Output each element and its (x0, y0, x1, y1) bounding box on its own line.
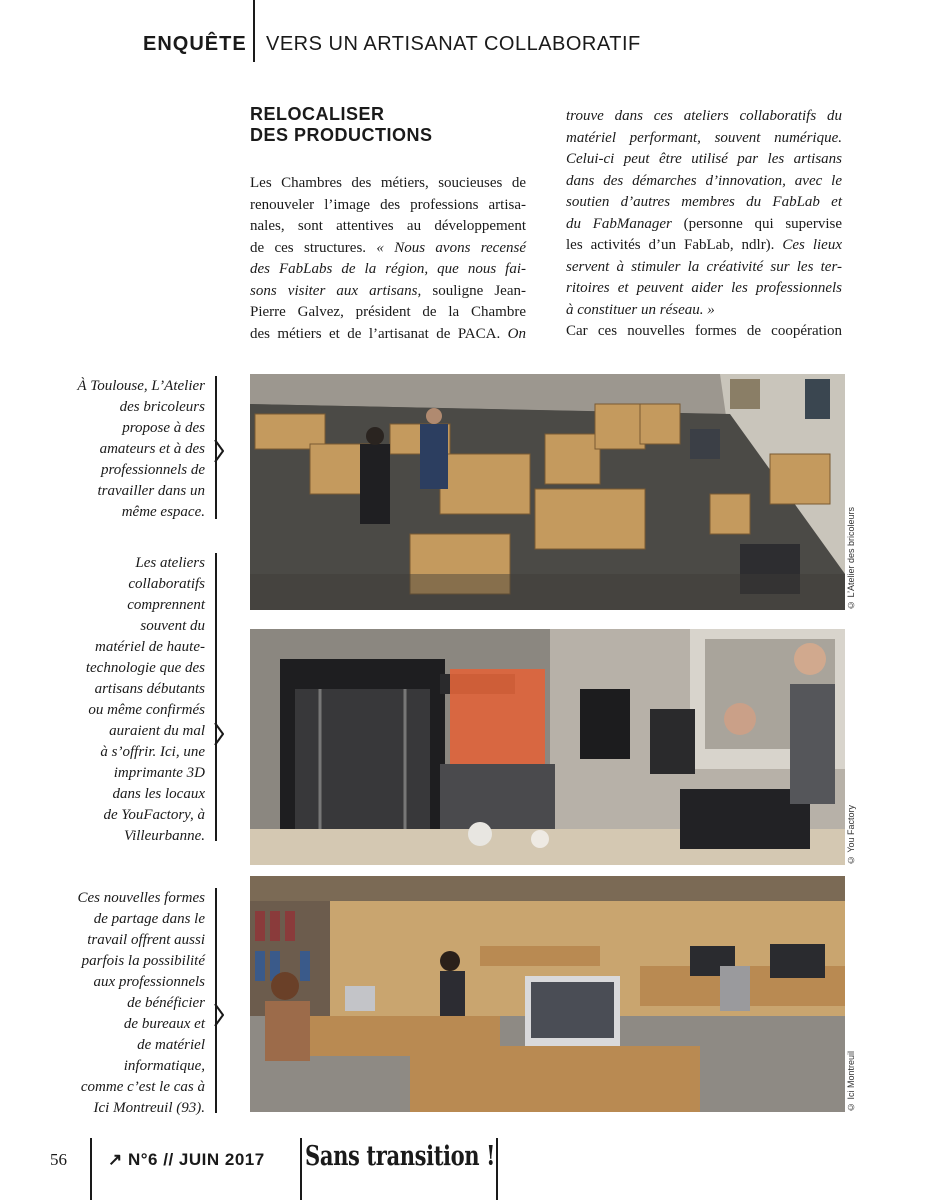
arrow-up-right-icon: ↗ (108, 1150, 123, 1169)
text-line (250, 324, 526, 346)
issue-label: N°6 // JUIN 2017 (127, 1150, 265, 1169)
caption-line: des bricoleurs (119, 399, 205, 415)
photo-caption-toulouse (55, 376, 205, 523)
chevron-right-icon (214, 1003, 224, 1027)
photo-credit: © L’Atelier des bricoleurs (846, 506, 856, 610)
text-line (566, 214, 842, 236)
caption-rule (215, 888, 217, 1113)
caption-line: travailler dans un (97, 483, 205, 499)
quote-run: sons visiter aux artisans, (250, 282, 422, 299)
photo-caption-ici-montreuil (55, 888, 205, 1119)
quote-run: On (507, 325, 526, 342)
caption-line: dans les locaux (112, 786, 205, 802)
chevron-right-icon (214, 439, 224, 463)
footer-divider (90, 1138, 92, 1200)
caption-line: Ces nouvelles formes (77, 890, 205, 906)
quote-run: Ces lieux (782, 237, 842, 253)
text-run: les activités d’un FabLab, ndlr). (566, 237, 783, 253)
caption-rule (215, 553, 217, 841)
workshop-photo (250, 374, 845, 610)
caption-line: souvent du (140, 618, 205, 634)
quote-line: servent à stimuler la créativité sur les ter- (566, 258, 842, 275)
caption-line: informatique, (123, 1058, 205, 1074)
caption-line: de partage dans le (93, 911, 205, 927)
text-run: (personne qui supervise (671, 215, 842, 232)
section-label: ENQUÊTE (143, 33, 247, 55)
text-line: renouveler l’image des professions artisa- (250, 196, 526, 213)
photo-atelier-des-bricoleurs (250, 374, 845, 610)
caption-line: Les ateliers (135, 555, 205, 571)
photo-caption-youfactory (55, 553, 205, 847)
photo-credit: © You Factory (846, 804, 856, 865)
coworking-photo (250, 876, 845, 1112)
quote-line: des FabLabs de la région, que nous fai- (250, 261, 526, 277)
quote-line: soutien d’autres membres du FabLab et (566, 194, 842, 210)
text-run: souligne Jean- (421, 282, 526, 299)
caption-line: professionnels de (100, 462, 205, 478)
header-divider (253, 0, 255, 62)
quote-line: dans des démarches d’innovation, avec le (566, 172, 842, 189)
photo-youfactory (250, 629, 845, 865)
quote-line: ritoires et peuvent aider les professionnels (566, 280, 842, 296)
quote-line: trouve dans ces ateliers collaboratifs du (566, 108, 842, 124)
heading-line: DES PRODUCTIONS (250, 125, 433, 145)
photo-ici-montreuil (250, 876, 845, 1112)
caption-line: À Toulouse, L’Atelier (77, 378, 205, 394)
issue-info (108, 1150, 265, 1170)
quote-line: à constituer un réseau. » (566, 301, 715, 318)
page-number: 56 (50, 1150, 67, 1169)
heading-line: RELOCALISER (250, 104, 385, 124)
caption-line: de matériel (137, 1037, 205, 1053)
caption-line: Villeurbanne. (124, 828, 205, 844)
caption-line: comme c’est le cas à (80, 1079, 205, 1095)
caption-line: travail offrent aussi (87, 932, 205, 948)
caption-line: comprennent (127, 597, 205, 613)
article-column-left (250, 173, 526, 345)
text-line (250, 281, 526, 303)
caption-line: artisans débutants (94, 681, 205, 697)
text-line (250, 238, 526, 260)
text-line: Car ces nouvelles formes de coopération (566, 323, 842, 339)
caption-line: de bureaux et (123, 1016, 205, 1032)
section-topic: VERS UN ARTISANAT COLLABORATIF (266, 33, 641, 55)
caption-line: de YouFactory, à (103, 807, 205, 823)
text-line: Pierre Galvez, président de la Chambre (250, 304, 526, 320)
text-line: Les Chambres des métiers, soucieuses de (250, 175, 526, 191)
caption-line: de bénéficier (127, 995, 205, 1011)
caption-line: Ici Montreuil (93). (93, 1100, 205, 1116)
caption-line: ou même confirmés (88, 702, 205, 718)
article-subheading (250, 104, 540, 146)
quote-line: matériel performant, souvent numérique. (566, 129, 842, 146)
caption-line: même espace. (121, 504, 205, 520)
caption-line: propose à des (122, 420, 205, 436)
text-run: de ces structures. (250, 239, 377, 256)
caption-line: à s’offrir. Ici, une (100, 744, 205, 760)
quote-run: du FabManager (566, 215, 672, 232)
quote-line: Celui-ci peut être utilisé par les artisans (566, 151, 842, 167)
text-run: des métiers et de l’artisanat de PACA. (250, 325, 508, 342)
quote-run: « Nous avons recensé (376, 239, 526, 256)
caption-line: aux professionnels (93, 974, 205, 990)
caption-line: collaboratifs (128, 576, 205, 592)
footer-divider (300, 1138, 302, 1200)
caption-line: auraient du mal (109, 723, 205, 739)
photo-credit: © Ici Montreuil (846, 1050, 856, 1112)
caption-line: technologie que des (85, 660, 205, 676)
3d-printer-photo (250, 629, 845, 865)
caption-line: amateurs et à des (99, 441, 205, 457)
text-line: nales, sont attentives au développement (250, 218, 526, 234)
footer-divider (496, 1138, 498, 1200)
caption-line: matériel de haute- (95, 639, 205, 655)
article-column-right (566, 106, 842, 343)
caption-line: imprimante 3D (113, 765, 205, 781)
text-line (566, 235, 842, 257)
caption-line: parfois la possibilité (81, 953, 205, 969)
magazine-logo: Sans transition ! (305, 1141, 496, 1172)
chevron-right-icon (214, 722, 224, 746)
